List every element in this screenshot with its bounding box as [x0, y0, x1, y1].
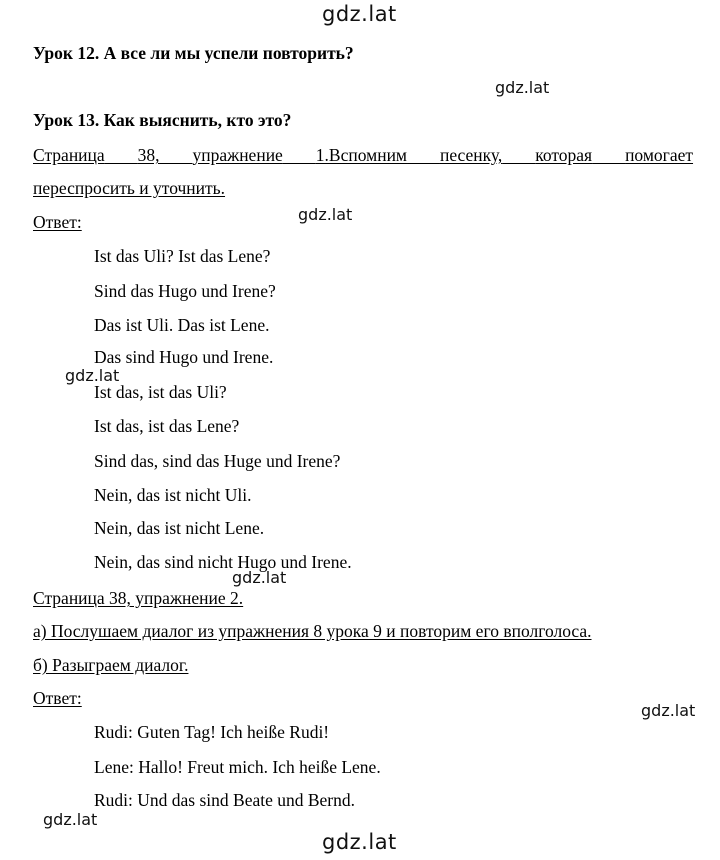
watermark-bottom: gdz.lat: [322, 830, 397, 854]
heading-word: Страница: [33, 145, 105, 165]
song-line: Sind das, sind das Huge und Irene?: [94, 451, 341, 471]
watermark-mid-2: gdz.lat: [232, 568, 287, 587]
song-line: Das ist Uli. Das ist Lene.: [94, 315, 270, 335]
heading-word: песенку,: [439, 145, 503, 165]
watermark-left-1: gdz.lat: [65, 366, 120, 385]
exercise-1-heading-line-2: переспросить и уточнить.: [33, 178, 226, 198]
heading-word: 1.Вспомним: [315, 145, 408, 165]
watermark-right-1: gdz.lat: [495, 78, 550, 97]
heading-word: 38,: [137, 145, 160, 165]
watermark-right-2: gdz.lat: [641, 701, 696, 720]
exercise-1-answer-label: Ответ:: [33, 212, 82, 232]
lesson-13-title: Урок 13. Как выяснить, кто это?: [33, 110, 292, 130]
song-line: Ist das Uli? Ist das Lene?: [94, 246, 271, 266]
watermark-mid-1: gdz.lat: [298, 205, 353, 224]
heading-word: которая: [535, 145, 593, 165]
dialog-line: Rudi: Guten Tag! Ich heiße Rudi!: [94, 722, 330, 742]
song-line: Ist das, ist das Uli?: [94, 382, 227, 402]
exercise-1-heading-line-1: [33, 145, 693, 166]
heading-word: помогает: [625, 145, 694, 165]
watermark-top: gdz.lat: [322, 2, 397, 26]
exercise-2-heading: Страница 38, упражнение 2.: [33, 588, 244, 608]
watermark-left-2: gdz.lat: [43, 810, 98, 829]
dialog-line: Rudi: Und das sind Beate und Bernd.: [94, 790, 356, 810]
song-line: Nein, das sind nicht Hugo und Irene.: [94, 552, 352, 572]
song-line: Ist das, ist das Lene?: [94, 416, 240, 436]
song-line: Nein, das ist nicht Uli.: [94, 485, 252, 505]
song-line: Sind das Hugo und Irene?: [94, 281, 276, 301]
song-line: Nein, das ist nicht Lene.: [94, 518, 265, 538]
exercise-2-task-b: б) Разыграем диалог.: [33, 655, 189, 675]
lesson-12-title: Урок 12. А все ли мы успели повторить?: [33, 43, 354, 63]
dialog-line: Lene: Hallo! Freut mich. Ich heiße Lene.: [94, 757, 381, 777]
heading-word: упражнение: [192, 145, 283, 165]
song-line: Das sind Hugo und Irene.: [94, 347, 274, 367]
exercise-2-answer-label: Ответ:: [33, 688, 82, 708]
exercise-2-task-a: а) Послушаем диалог из упражнения 8 урока 9 и повторим его вполголоса.: [33, 621, 592, 641]
